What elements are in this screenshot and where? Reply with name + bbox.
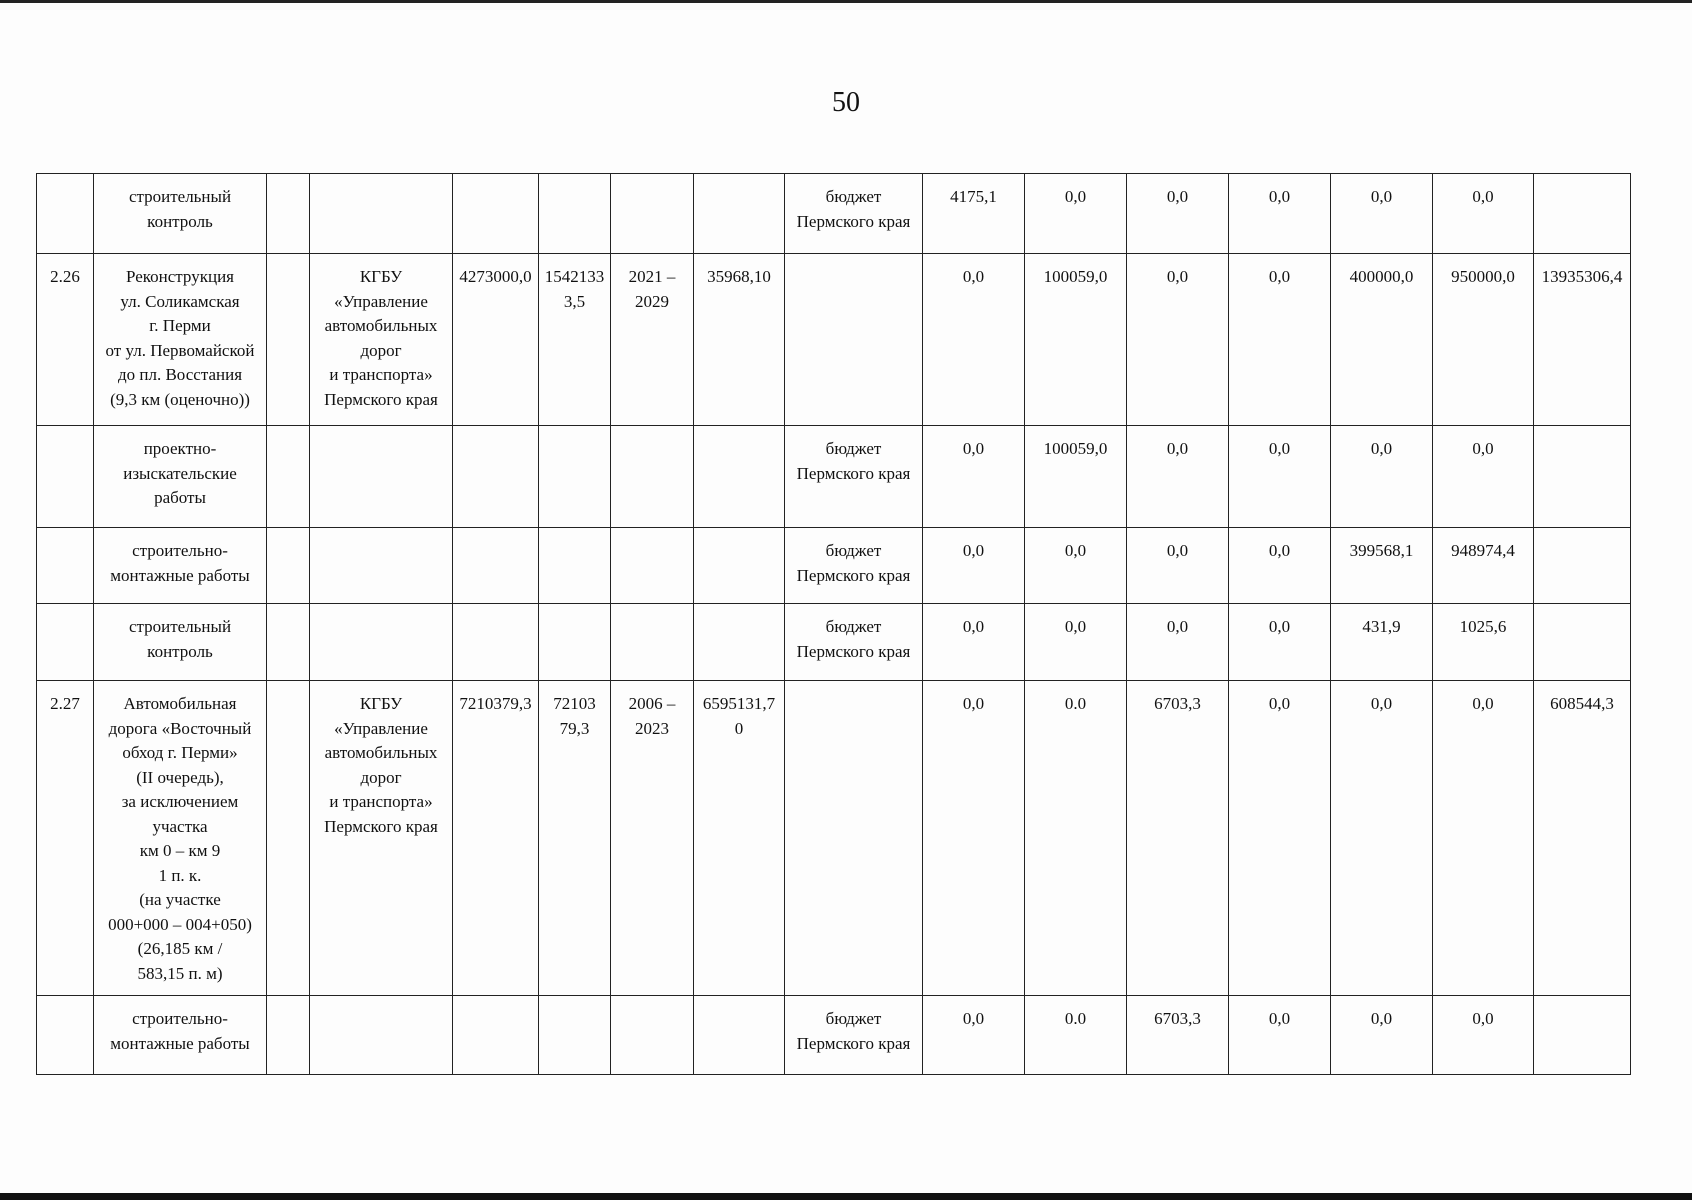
year-2-value: 100059,0 [1025, 426, 1127, 528]
year-2-value: 0,0 [1025, 604, 1127, 681]
year-6-value: 0,0 [1433, 426, 1534, 528]
cost-estimate [453, 528, 539, 604]
period [611, 996, 694, 1075]
year-1-value: 0,0 [923, 528, 1025, 604]
remaining-value [1534, 174, 1631, 254]
remaining-value: 13935306,4 [1534, 254, 1631, 426]
funding-source: бюджет Пермского края [785, 604, 923, 681]
year-6-value: 0,0 [1433, 996, 1534, 1075]
year-6-value: 0,0 [1433, 681, 1534, 996]
cost-total [539, 426, 611, 528]
year-4-value: 0,0 [1229, 604, 1331, 681]
remaining-value: 608544,3 [1534, 681, 1631, 996]
row-number [37, 426, 94, 528]
bottom-edge-rule [0, 1193, 1692, 1200]
period [611, 604, 694, 681]
table-row [37, 426, 1631, 528]
year-6-value: 1025,6 [1433, 604, 1534, 681]
year-4-value: 0,0 [1229, 996, 1331, 1075]
page-number: 50 [832, 87, 860, 118]
top-edge-rule [0, 0, 1692, 3]
budget-table [36, 173, 1631, 1075]
object-name: строительный контроль [94, 174, 267, 254]
cost-estimate [453, 604, 539, 681]
table-row [37, 174, 1631, 254]
funding-source: бюджет Пермского края [785, 996, 923, 1075]
object-name: строительно- монтажные работы [94, 528, 267, 604]
year-1-value: 0,0 [923, 681, 1025, 996]
year-6-value: 0,0 [1433, 174, 1534, 254]
year-4-value: 0,0 [1229, 681, 1331, 996]
year-4-value: 0,0 [1229, 528, 1331, 604]
executor [310, 604, 453, 681]
executor: КГБУ «Управление автомобильных дорог и транспорта» Пермского края [310, 681, 453, 996]
cost-estimate [453, 426, 539, 528]
year-6-value: 948974,4 [1433, 528, 1534, 604]
empty-cell [267, 604, 310, 681]
prior-spent [694, 996, 785, 1075]
row-number: 2.27 [37, 681, 94, 996]
year-5-value: 0,0 [1331, 996, 1433, 1075]
empty-cell [267, 681, 310, 996]
cost-estimate: 7210379,3 [453, 681, 539, 996]
cost-estimate: 4273000,0 [453, 254, 539, 426]
cost-total [539, 604, 611, 681]
year-4-value: 0,0 [1229, 174, 1331, 254]
year-5-value: 0,0 [1331, 174, 1433, 254]
cost-total [539, 528, 611, 604]
year-3-value: 0,0 [1127, 426, 1229, 528]
year-5-value: 399568,1 [1331, 528, 1433, 604]
row-number: 2.26 [37, 254, 94, 426]
period [611, 528, 694, 604]
year-3-value: 0,0 [1127, 254, 1229, 426]
empty-cell [267, 996, 310, 1075]
table-row [37, 681, 1631, 996]
year-2-value: 0,0 [1025, 528, 1127, 604]
year-2-value: 0,0 [1025, 174, 1127, 254]
funding-source [785, 681, 923, 996]
year-3-value: 0,0 [1127, 604, 1229, 681]
year-2-value: 100059,0 [1025, 254, 1127, 426]
period [611, 174, 694, 254]
prior-spent [694, 604, 785, 681]
table-row [37, 528, 1631, 604]
year-3-value: 0,0 [1127, 528, 1229, 604]
cost-estimate [453, 996, 539, 1075]
funding-source: бюджет Пермского края [785, 426, 923, 528]
cost-total [539, 174, 611, 254]
object-name: проектно- изыскательские работы [94, 426, 267, 528]
period: 2021 – 2029 [611, 254, 694, 426]
year-5-value: 0,0 [1331, 426, 1433, 528]
cost-total [539, 996, 611, 1075]
object-name: строительный контроль [94, 604, 267, 681]
prior-spent [694, 528, 785, 604]
year-1-value: 0,0 [923, 426, 1025, 528]
year-3-value: 6703,3 [1127, 681, 1229, 996]
year-2-value: 0.0 [1025, 996, 1127, 1075]
remaining-value [1534, 426, 1631, 528]
row-number [37, 174, 94, 254]
table-row [37, 604, 1631, 681]
prior-spent [694, 426, 785, 528]
period: 2006 – 2023 [611, 681, 694, 996]
table-row [37, 254, 1631, 426]
object-name: строительно- монтажные работы [94, 996, 267, 1075]
remaining-value [1534, 996, 1631, 1075]
year-1-value: 0,0 [923, 254, 1025, 426]
year-4-value: 0,0 [1229, 426, 1331, 528]
year-6-value: 950000,0 [1433, 254, 1534, 426]
remaining-value [1534, 528, 1631, 604]
executor: КГБУ «Управление автомобильных дорог и транспорта» Пермского края [310, 254, 453, 426]
empty-cell [267, 528, 310, 604]
executor [310, 426, 453, 528]
year-4-value: 0,0 [1229, 254, 1331, 426]
executor [310, 174, 453, 254]
funding-source: бюджет Пермского края [785, 174, 923, 254]
remaining-value [1534, 604, 1631, 681]
table-row [37, 996, 1631, 1075]
executor [310, 528, 453, 604]
year-1-value: 0,0 [923, 996, 1025, 1075]
empty-cell [267, 426, 310, 528]
year-3-value: 0,0 [1127, 174, 1229, 254]
funding-source [785, 254, 923, 426]
year-1-value: 4175,1 [923, 174, 1025, 254]
empty-cell [267, 254, 310, 426]
year-3-value: 6703,3 [1127, 996, 1229, 1075]
table-body [37, 174, 1631, 1075]
cost-estimate [453, 174, 539, 254]
cost-total: 72103 79,3 [539, 681, 611, 996]
period [611, 426, 694, 528]
row-number [37, 528, 94, 604]
row-number [37, 604, 94, 681]
row-number [37, 996, 94, 1075]
prior-spent: 6595131,7 0 [694, 681, 785, 996]
empty-cell [267, 174, 310, 254]
object-name: Автомобильная дорога «Восточный обход г. Перми» (II очередь), за исключением участка км 0 – км 9 1 п. к. (на участке 000+000 – 004+050) (26,185 км / 583,15 п. м) [94, 681, 267, 996]
year-5-value: 0,0 [1331, 681, 1433, 996]
prior-spent: 35968,10 [694, 254, 785, 426]
year-2-value: 0.0 [1025, 681, 1127, 996]
year-5-value: 400000,0 [1331, 254, 1433, 426]
prior-spent [694, 174, 785, 254]
object-name: Реконструкция ул. Соликамская г. Перми от ул. Первомайской до пл. Восстания (9,3 км (оценочно)) [94, 254, 267, 426]
funding-source: бюджет Пермского края [785, 528, 923, 604]
cost-total: 1542133 3,5 [539, 254, 611, 426]
year-1-value: 0,0 [923, 604, 1025, 681]
executor [310, 996, 453, 1075]
year-5-value: 431,9 [1331, 604, 1433, 681]
